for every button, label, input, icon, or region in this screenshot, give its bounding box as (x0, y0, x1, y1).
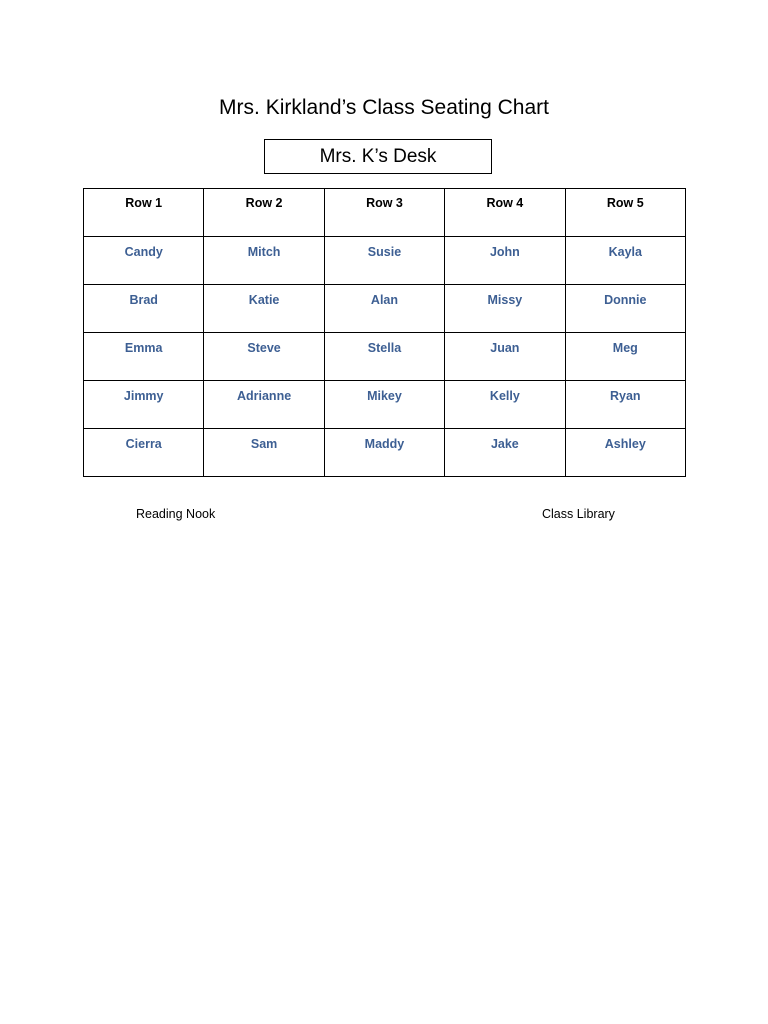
column-header: Row 1 (84, 189, 204, 237)
student-seat: Juan (445, 333, 565, 381)
student-seat: Kayla (565, 237, 685, 285)
seating-chart-table (83, 188, 686, 477)
table-row (84, 285, 686, 333)
student-seat: Mitch (204, 237, 324, 285)
student-seat: Brad (84, 285, 204, 333)
student-seat: Candy (84, 237, 204, 285)
student-seat: Cierra (84, 429, 204, 477)
student-seat: Donnie (565, 285, 685, 333)
student-seat: Jake (445, 429, 565, 477)
student-seat: Missy (445, 285, 565, 333)
table-row (84, 429, 686, 477)
student-seat: Sam (204, 429, 324, 477)
table-row (84, 237, 686, 285)
student-seat: Mikey (324, 381, 444, 429)
student-seat: Ryan (565, 381, 685, 429)
teacher-desk-box: Mrs. K’s Desk (264, 139, 492, 174)
column-header: Row 4 (445, 189, 565, 237)
column-header: Row 3 (324, 189, 444, 237)
page-title: Mrs. Kirkland’s Class Seating Chart (219, 96, 549, 119)
column-header: Row 2 (204, 189, 324, 237)
table-row (84, 333, 686, 381)
student-seat: Ashley (565, 429, 685, 477)
student-seat: Emma (84, 333, 204, 381)
student-seat: Susie (324, 237, 444, 285)
table-header-row (84, 189, 686, 237)
student-seat: Jimmy (84, 381, 204, 429)
table-row (84, 381, 686, 429)
student-seat: Adrianne (204, 381, 324, 429)
student-seat: Meg (565, 333, 685, 381)
reading-nook-label: Reading Nook (136, 507, 216, 521)
class-library-label: Class Library (542, 507, 615, 521)
student-seat: John (445, 237, 565, 285)
student-seat: Katie (204, 285, 324, 333)
student-seat: Maddy (324, 429, 444, 477)
student-seat: Alan (324, 285, 444, 333)
column-header: Row 5 (565, 189, 685, 237)
student-seat: Kelly (445, 381, 565, 429)
student-seat: Stella (324, 333, 444, 381)
student-seat: Steve (204, 333, 324, 381)
